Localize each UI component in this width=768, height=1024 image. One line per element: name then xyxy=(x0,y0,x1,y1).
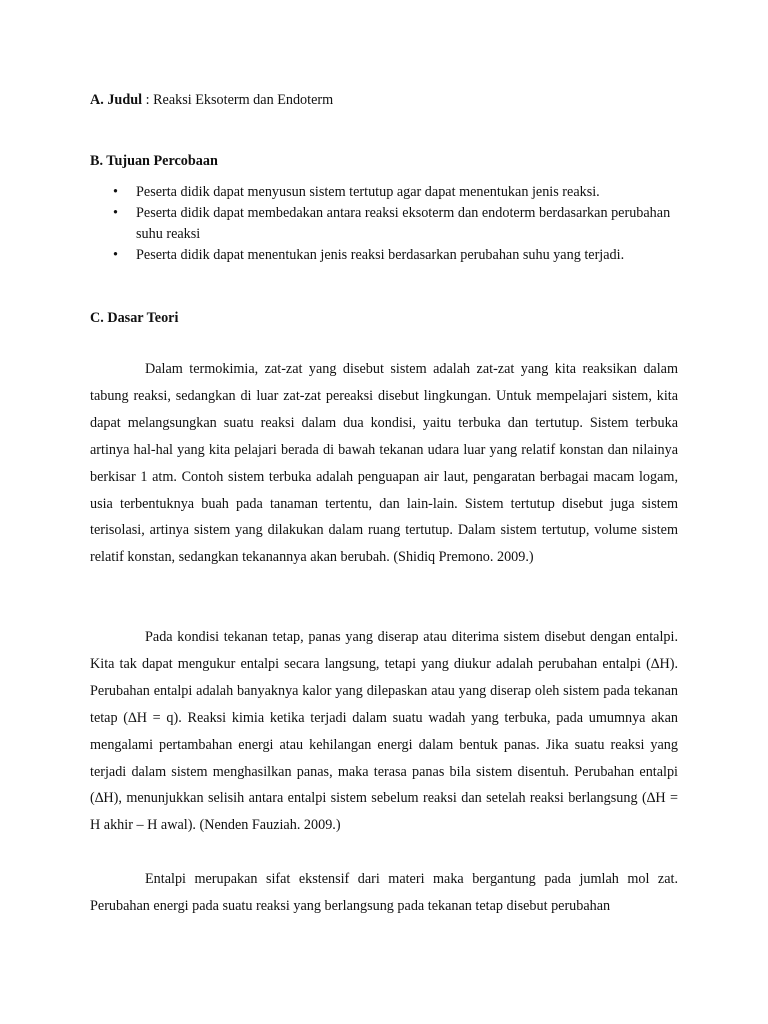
list-item xyxy=(90,245,690,266)
objective-text: Peserta didik dapat menyusun sistem tertutup agar dapat menentukan jenis reaksi. xyxy=(136,184,600,200)
objective-text: Peserta didik dapat menentukan jenis reaksi berdasarkan perubahan suhu yang terjadi. xyxy=(136,247,625,263)
experiment-title: Reaksi Eksoterm dan Endoterm xyxy=(153,92,334,108)
theory-paragraph: Pada kondisi tekanan tetap, panas yang diserap atau diterima sistem disebut dengan entalpi. Kita tak dapat mengukur entalpi secara langsung, tetapi yang diukur adalah perubahan entalpi (∆H). Perubahan entalpi adalah banyaknya kalor yang dilepaskan atau yang diserap oleh sistem pada tekanan tetap (∆H = q). Reaksi kimia ketika terjadi dalam suatu wadah yang terbuka, pada umumnya akan mengalami pertambahan energi atau kehilangan energi dalam bentuk panas. Jika suatu reaksi yang terjadi dalam sistem menghasilkan panas, maka terasa panas bila sistem disentuh. Perubahan entalpi (∆H), menunjukkan selisih antara entalpi sistem sebelum reaksi dan setelah reaksi berlangsung (∆H = H akhir – H awal). (Nenden Fauziah. 2009.) xyxy=(90,629,678,834)
objectives-list xyxy=(90,182,690,266)
bullet-icon: • xyxy=(113,247,118,263)
theory-paragraph: Entalpi merupakan sifat ekstensif dari materi maka bergantung pada jumlah mol zat. Perubahan energi pada suatu reaksi yang berlangsung pada tekanan tetap disebut perubahan xyxy=(90,871,678,914)
list-item xyxy=(90,203,690,245)
section-a-title-line xyxy=(90,92,333,109)
section-a-label: A. Judul xyxy=(90,92,143,108)
bullet-icon: • xyxy=(113,184,118,200)
list-item xyxy=(90,182,690,203)
objective-text: Peserta didik dapat membedakan antara reaksi eksoterm dan endoterm berdasarkan perubahan suhu reaksi xyxy=(136,205,671,242)
bullet-icon: • xyxy=(113,205,118,221)
theory-paragraph: Dalam termokimia, zat-zat yang disebut sistem adalah zat-zat yang kita reaksikan dalam tabung reaksi, sedangkan di luar zat-zat pereaksi disebut lingkungan. Untuk mempelajari sistem, kita dapat melangsungkan suatu reaksi dalam dua kondisi, yaitu terbuka dan tertutup. Sistem terbuka artinya hal-hal yang kita pelajari berada di bawah tekanan udara luar yang relatif konstan dan nilainya berkisar 1 atm. Contoh sistem terbuka adalah penguapan air laut, pengaratan berbagai macam logam, usia terbentuknya buah pada tanaman tertentu, dan lain-lain. Sistem tertutup disebut juga sistem terisolasi, artinya sistem yang dilakukan dalam ruang tertutup. Dalam sistem tertutup, volume sistem relatif konstan, sedangkan tekanannya akan berubah. (Shidiq Premono. 2009.) xyxy=(90,361,678,566)
section-a-separator: : xyxy=(142,92,154,108)
section-b-heading: B. Tujuan Percobaan xyxy=(90,153,218,169)
section-c-heading: C. Dasar Teori xyxy=(90,310,179,326)
